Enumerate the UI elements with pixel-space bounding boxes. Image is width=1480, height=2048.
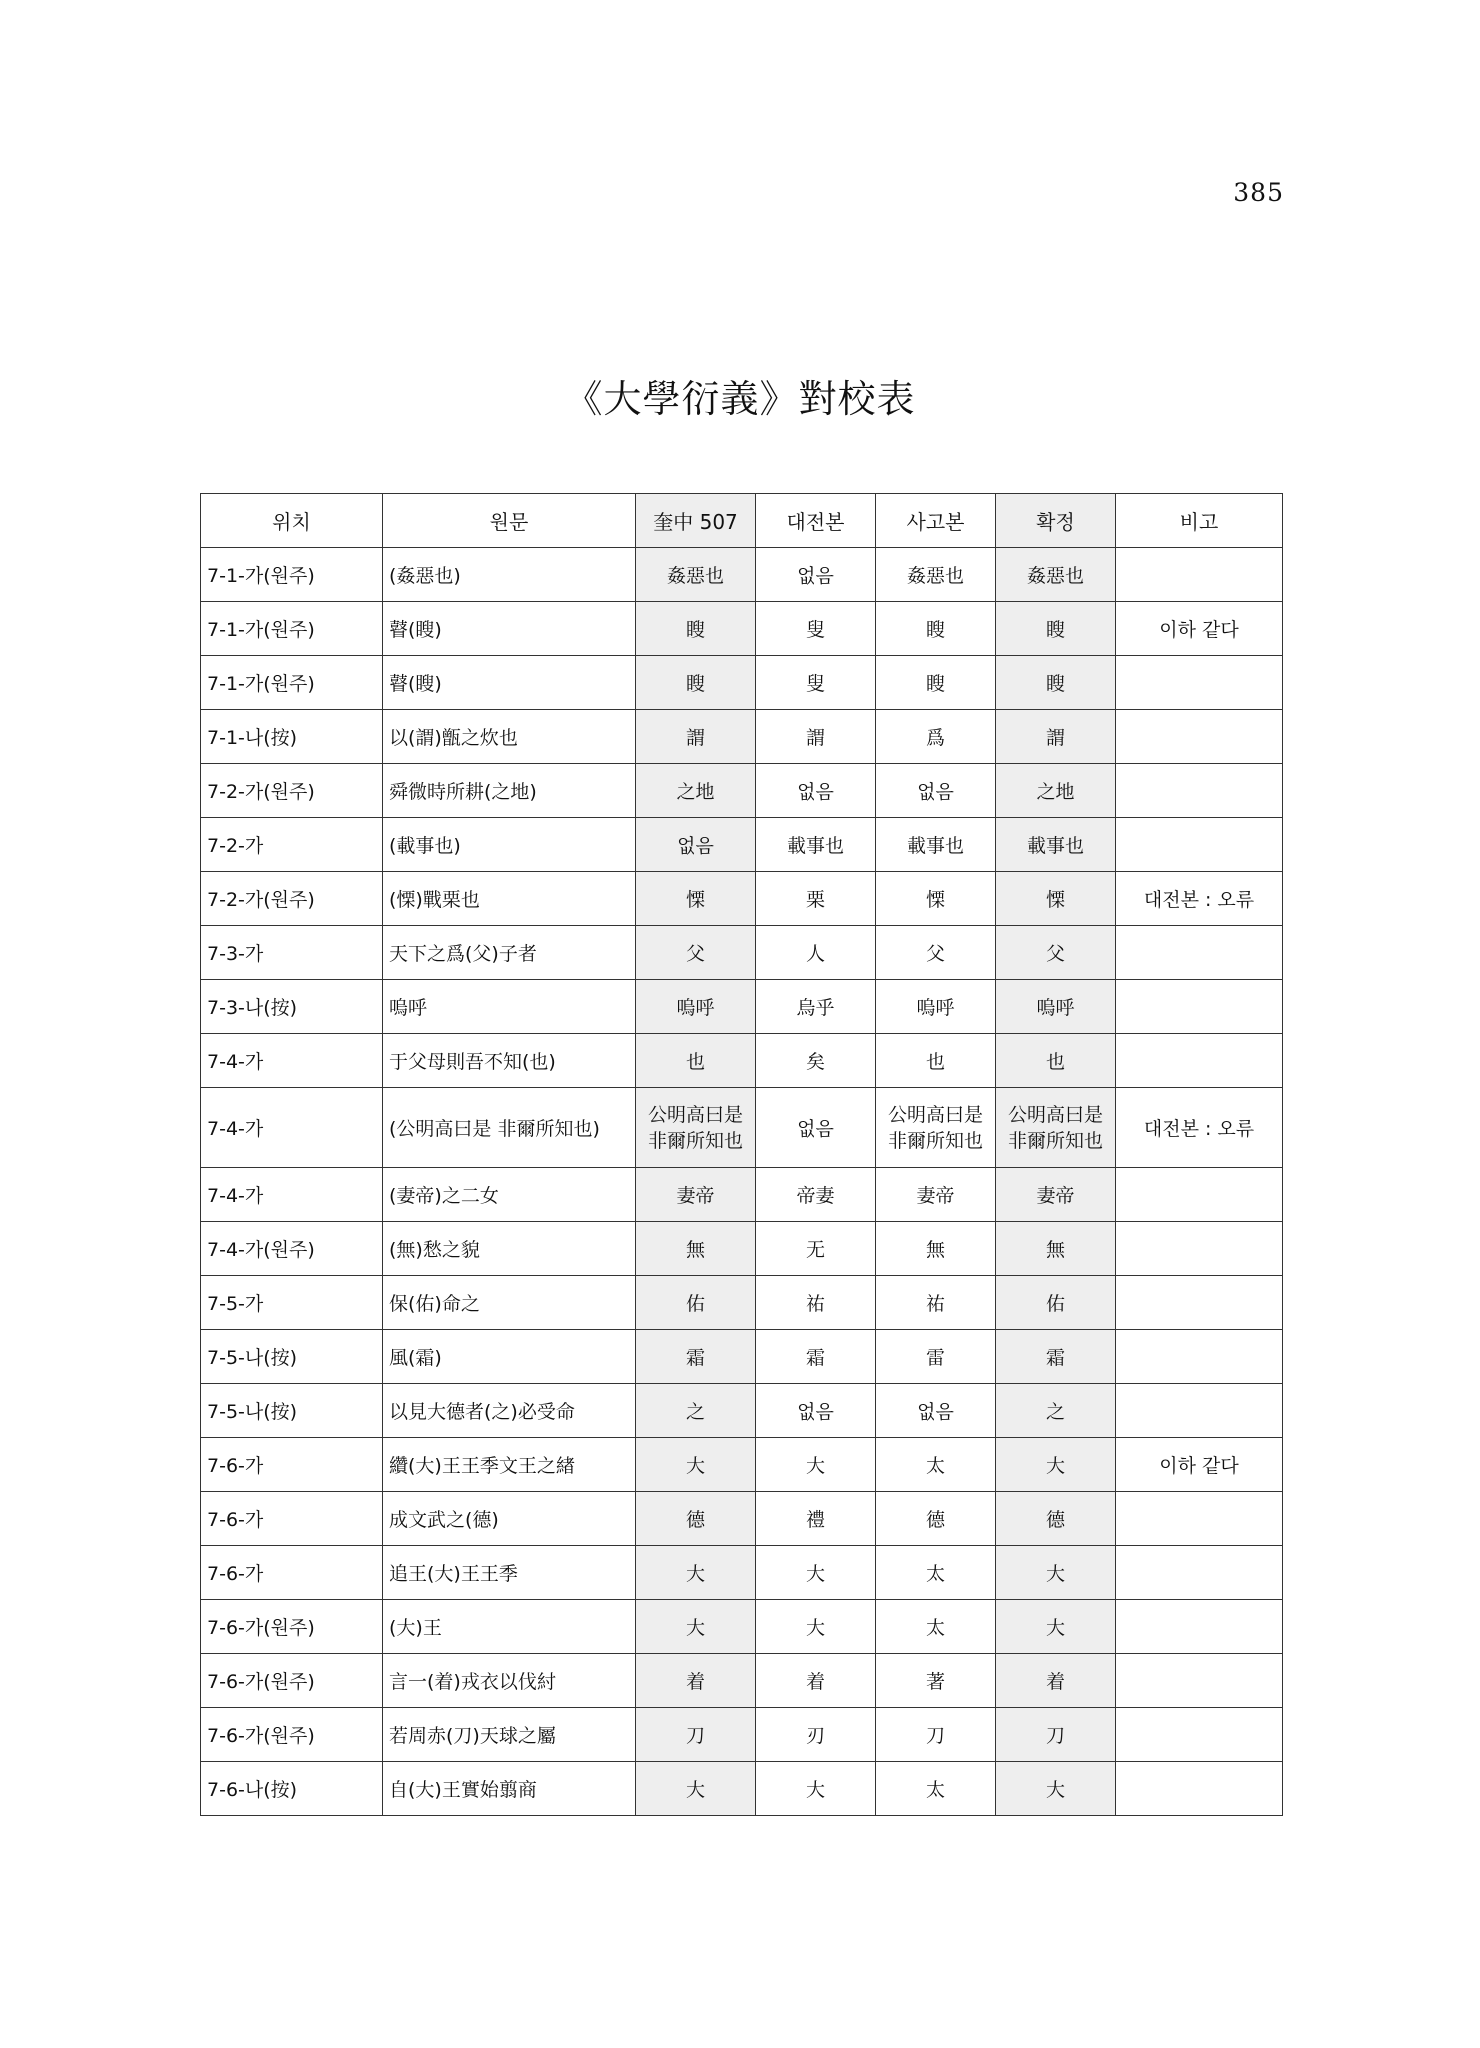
header-sagu-edition: 사고본 [876,494,996,548]
cell-location: 7-2-가(원주) [201,872,383,926]
cell-sagu-edition: 爲 [876,710,996,764]
cell-gyujung-507: 公明高曰是 非爾所知也 [636,1088,756,1168]
cell-gyujung-507: 無 [636,1222,756,1276]
cell-remarks [1116,1034,1283,1088]
cell-confirmed: 謂 [996,710,1116,764]
cell-remarks: 이하 같다 [1116,1438,1283,1492]
table-row [201,548,1283,602]
cell-gyujung-507: 없음 [636,818,756,872]
cell-daejeon-edition: 謂 [756,710,876,764]
cell-gyujung-507: 也 [636,1034,756,1088]
cell-sagu-edition: 嗚呼 [876,980,996,1034]
cell-confirmed: 瞍 [996,602,1116,656]
cell-location: 7-2-가 [201,818,383,872]
cell-confirmed: 大 [996,1438,1116,1492]
cell-location: 7-6-나(按) [201,1762,383,1816]
cell-confirmed: 着 [996,1654,1116,1708]
table-row [201,1330,1283,1384]
cell-sagu-edition: 載事也 [876,818,996,872]
cell-gyujung-507: 佑 [636,1276,756,1330]
table-header-row [201,494,1283,548]
cell-gyujung-507: 德 [636,1492,756,1546]
table-row [201,1222,1283,1276]
cell-confirmed: 之 [996,1384,1116,1438]
header-original-text: 원문 [383,494,636,548]
table-row [201,872,1283,926]
cell-daejeon-edition: 없음 [756,1088,876,1168]
cell-original-text: (大)王 [383,1600,636,1654]
cell-original-text: 舜微時所耕(之地) [383,764,636,818]
cell-original-text: 天下之爲(父)子者 [383,926,636,980]
cell-sagu-edition: 太 [876,1762,996,1816]
header-gyujung-507: 奎中 507 [636,494,756,548]
cell-remarks [1116,1600,1283,1654]
table-row [201,1034,1283,1088]
cell-original-text: 于父母則吾不知(也) [383,1034,636,1088]
cell-remarks: 대전본 : 오류 [1116,872,1283,926]
cell-sagu-edition: 瞍 [876,602,996,656]
cell-original-text: (載事也) [383,818,636,872]
cell-location: 7-6-가(원주) [201,1708,383,1762]
cell-remarks [1116,548,1283,602]
cell-confirmed: 妻帝 [996,1168,1116,1222]
cell-sagu-edition: 없음 [876,764,996,818]
cell-location: 7-1-가(원주) [201,548,383,602]
cell-location: 7-4-가 [201,1034,383,1088]
cell-remarks: 이하 같다 [1116,602,1283,656]
table-row [201,1168,1283,1222]
table-row [201,710,1283,764]
table-row [201,1384,1283,1438]
cell-confirmed: 無 [996,1222,1116,1276]
cell-location: 7-6-가 [201,1438,383,1492]
cell-gyujung-507: 霜 [636,1330,756,1384]
cell-original-text: 若周赤(刀)天球之屬 [383,1708,636,1762]
cell-sagu-edition: 없음 [876,1384,996,1438]
cell-sagu-edition: 太 [876,1600,996,1654]
cell-confirmed: 慄 [996,872,1116,926]
cell-confirmed: 瞍 [996,656,1116,710]
cell-daejeon-edition: 无 [756,1222,876,1276]
cell-sagu-edition: 著 [876,1654,996,1708]
cell-location: 7-5-가 [201,1276,383,1330]
cell-gyujung-507: 瞍 [636,602,756,656]
cell-gyujung-507: 之 [636,1384,756,1438]
cell-remarks [1116,1168,1283,1222]
cell-location: 7-4-가 [201,1088,383,1168]
cell-daejeon-edition: 叟 [756,602,876,656]
cell-location: 7-6-가 [201,1492,383,1546]
cell-gyujung-507: 姦惡也 [636,548,756,602]
cell-daejeon-edition: 烏乎 [756,980,876,1034]
cell-confirmed: 也 [996,1034,1116,1088]
table-row [201,1762,1283,1816]
table-row [201,656,1283,710]
table-row [201,1276,1283,1330]
cell-original-text: 以(謂)甑之炊也 [383,710,636,764]
cell-gyujung-507: 大 [636,1546,756,1600]
page-number: 385 [1233,178,1284,207]
cell-confirmed: 刀 [996,1708,1116,1762]
cell-sagu-edition: 德 [876,1492,996,1546]
table-body [201,548,1283,1816]
cell-daejeon-edition: 霜 [756,1330,876,1384]
cell-remarks [1116,1276,1283,1330]
header-confirmed: 확정 [996,494,1116,548]
cell-daejeon-edition: 人 [756,926,876,980]
cell-remarks [1116,1330,1283,1384]
cell-confirmed: 之地 [996,764,1116,818]
cell-sagu-edition: 太 [876,1546,996,1600]
cell-location: 7-3-나(按) [201,980,383,1034]
cell-location: 7-1-나(按) [201,710,383,764]
cell-remarks: 대전본 : 오류 [1116,1088,1283,1168]
cell-location: 7-6-가(원주) [201,1600,383,1654]
cell-gyujung-507: 着 [636,1654,756,1708]
cell-location: 7-6-가 [201,1546,383,1600]
cell-location: 7-5-나(按) [201,1330,383,1384]
cell-confirmed: 霜 [996,1330,1116,1384]
cell-sagu-edition: 妻帝 [876,1168,996,1222]
table-row [201,818,1283,872]
cell-daejeon-edition: 禮 [756,1492,876,1546]
cell-daejeon-edition: 없음 [756,548,876,602]
cell-remarks [1116,1222,1283,1276]
cell-gyujung-507: 父 [636,926,756,980]
cell-confirmed: 公明高曰是 非爾所知也 [996,1088,1116,1168]
header-location: 위치 [201,494,383,548]
cell-original-text: (公明高曰是 非爾所知也) [383,1088,636,1168]
table-row [201,980,1283,1034]
cell-daejeon-edition: 刃 [756,1708,876,1762]
cell-original-text: (慄)戰栗也 [383,872,636,926]
cell-confirmed: 載事也 [996,818,1116,872]
collation-table [200,493,1283,1816]
cell-confirmed: 姦惡也 [996,548,1116,602]
table-row [201,1600,1283,1654]
cell-gyujung-507: 大 [636,1762,756,1816]
cell-sagu-edition: 刀 [876,1708,996,1762]
table-row [201,1708,1283,1762]
cell-gyujung-507: 嗚呼 [636,980,756,1034]
cell-original-text: 瞽(瞍) [383,602,636,656]
cell-gyujung-507: 刀 [636,1708,756,1762]
table-row [201,1492,1283,1546]
cell-original-text: (無)愁之貌 [383,1222,636,1276]
cell-sagu-edition: 瞍 [876,656,996,710]
cell-sagu-edition: 太 [876,1438,996,1492]
cell-sagu-edition: 祐 [876,1276,996,1330]
cell-daejeon-edition: 矣 [756,1034,876,1088]
cell-remarks [1116,980,1283,1034]
cell-remarks [1116,1492,1283,1546]
cell-original-text: 自(大)王實始翦商 [383,1762,636,1816]
cell-remarks [1116,710,1283,764]
cell-original-text: 風(霜) [383,1330,636,1384]
cell-remarks [1116,1384,1283,1438]
cell-daejeon-edition: 없음 [756,1384,876,1438]
cell-location: 7-1-가(원주) [201,602,383,656]
cell-gyujung-507: 之地 [636,764,756,818]
cell-daejeon-edition: 栗 [756,872,876,926]
cell-daejeon-edition: 大 [756,1546,876,1600]
cell-original-text: 保(佑)命之 [383,1276,636,1330]
cell-confirmed: 佑 [996,1276,1116,1330]
table-row [201,1438,1283,1492]
cell-original-text: 追王(大)王王季 [383,1546,636,1600]
cell-remarks [1116,1762,1283,1816]
cell-sagu-edition: 公明高曰是 非爾所知也 [876,1088,996,1168]
cell-remarks [1116,1546,1283,1600]
cell-location: 7-2-가(원주) [201,764,383,818]
cell-location: 7-4-가(원주) [201,1222,383,1276]
cell-confirmed: 德 [996,1492,1116,1546]
cell-sagu-edition: 姦惡也 [876,548,996,602]
cell-confirmed: 大 [996,1600,1116,1654]
cell-original-text: 以見大德者(之)必受命 [383,1384,636,1438]
page-title: 《大學衍義》對校表 [564,377,916,421]
table-row [201,1654,1283,1708]
cell-remarks [1116,656,1283,710]
cell-daejeon-edition: 叟 [756,656,876,710]
cell-confirmed: 大 [996,1762,1116,1816]
cell-gyujung-507: 瞍 [636,656,756,710]
cell-original-text: (妻帝)之二女 [383,1168,636,1222]
cell-daejeon-edition: 帝妻 [756,1168,876,1222]
cell-daejeon-edition: 祐 [756,1276,876,1330]
cell-confirmed: 嗚呼 [996,980,1116,1034]
cell-original-text: 嗚呼 [383,980,636,1034]
cell-location: 7-1-가(원주) [201,656,383,710]
cell-original-text: 言一(着)戎衣以伐紂 [383,1654,636,1708]
cell-gyujung-507: 大 [636,1438,756,1492]
cell-location: 7-5-나(按) [201,1384,383,1438]
cell-confirmed: 大 [996,1546,1116,1600]
table-row [201,764,1283,818]
cell-sagu-edition: 慄 [876,872,996,926]
cell-original-text: 纘(大)王王季文王之緖 [383,1438,636,1492]
cell-daejeon-edition: 着 [756,1654,876,1708]
cell-original-text: (姦惡也) [383,548,636,602]
table-row [201,602,1283,656]
cell-remarks [1116,1654,1283,1708]
cell-remarks [1116,926,1283,980]
cell-daejeon-edition: 大 [756,1438,876,1492]
cell-gyujung-507: 妻帝 [636,1168,756,1222]
cell-daejeon-edition: 大 [756,1600,876,1654]
cell-confirmed: 父 [996,926,1116,980]
cell-location: 7-4-가 [201,1168,383,1222]
cell-remarks [1116,764,1283,818]
cell-gyujung-507: 慄 [636,872,756,926]
cell-gyujung-507: 謂 [636,710,756,764]
cell-original-text: 瞽(瞍) [383,656,636,710]
table-row [201,1546,1283,1600]
header-remarks: 비고 [1116,494,1283,548]
cell-gyujung-507: 大 [636,1600,756,1654]
table-row [201,926,1283,980]
cell-sagu-edition: 也 [876,1034,996,1088]
cell-daejeon-edition: 載事也 [756,818,876,872]
cell-location: 7-6-가(원주) [201,1654,383,1708]
cell-sagu-edition: 無 [876,1222,996,1276]
cell-original-text: 成文武之(德) [383,1492,636,1546]
cell-location: 7-3-가 [201,926,383,980]
cell-remarks [1116,818,1283,872]
table-row [201,1088,1283,1168]
cell-daejeon-edition: 없음 [756,764,876,818]
cell-daejeon-edition: 大 [756,1762,876,1816]
cell-sagu-edition: 雷 [876,1330,996,1384]
cell-sagu-edition: 父 [876,926,996,980]
header-daejeon-edition: 대전본 [756,494,876,548]
cell-remarks [1116,1708,1283,1762]
